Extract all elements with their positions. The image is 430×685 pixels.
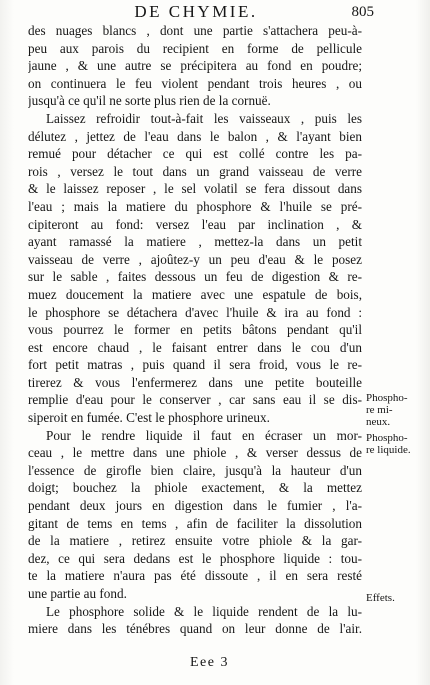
text-line: vous pourrez le former en petits bâtons pendant qu'il xyxy=(28,322,362,338)
text-line: gitant de tems en tems , afin de faciliter la dissolution xyxy=(28,515,362,531)
text-line: l'eau ; mais la matiere du phosphore & l'huile se pré- xyxy=(28,198,362,214)
margin-note-phosphore-liquide xyxy=(366,432,428,456)
signature-mark: Eee 3 xyxy=(190,655,229,670)
margin-note-line: Phospho- xyxy=(366,392,408,404)
text-line: remplie d'eau pour le conserver , car sans eau il se dis- xyxy=(28,392,362,408)
text-line: siperoit en fumée. C'est le phosphore urineux. xyxy=(28,410,270,426)
text-line: jusqu'à ce qu'il ne sorte plus rien de la cornuë. xyxy=(28,93,271,109)
text-line: on continuera le feu violent pendant trois heures , ou xyxy=(28,75,362,91)
margin-note-line: Effets. xyxy=(366,592,395,604)
text-line: dez, ce qui sera dedans est le phosphore liquide : tou- xyxy=(28,550,362,566)
text-line: rois , versez le tout dans un grand vaisseau de verre xyxy=(28,163,362,179)
text-line: sur le sable , faites dessous un feu de digestion & re- xyxy=(28,269,362,285)
text-line: remué pour détacher ce qui est collé contre les pa- xyxy=(28,146,362,162)
margin-note-effets xyxy=(366,592,428,604)
page-number: 805 xyxy=(351,4,374,20)
text-line: l'essence de girofle bien claire, jusqu'à la hauteur d'un xyxy=(28,462,362,478)
running-head: DE CHYMIE. xyxy=(134,2,258,21)
margin-note-line: re liquide. xyxy=(366,444,411,456)
text-line: des nuages blancs , dont une partie s'attachera peu-à- xyxy=(28,23,362,38)
text-line: vaisseau de verre , ajoûtez-y un peu d'eau & le posez xyxy=(28,251,362,267)
text-line: peu aux parois du recipient en forme de pellicule xyxy=(28,40,362,56)
text-line: Le phosphore solide & le liquide rendent de la lu- xyxy=(46,603,362,619)
text-line: de la matiere , retirez ensuite votre phiole & la gar- xyxy=(28,533,362,549)
text-line: ceau , le mettre dans une phiole , & verser dessus de xyxy=(28,445,362,461)
text-line: Laissez refroidir tout-à-fait les vaisseaux , puis les xyxy=(46,110,362,126)
text-line: Pour le rendre liquide il faut en écraser un mor- xyxy=(46,427,362,443)
text-line: pendant deux jours en digestion dans le fumier , l'a- xyxy=(28,498,362,514)
margin-note-line: Phospho- xyxy=(366,432,408,444)
text-line: fort petit matras , puis quand il sera froid, vous le re- xyxy=(28,357,362,373)
text-line: muez doucement la matiere avec une espatule de bois, xyxy=(28,286,362,302)
text-line: jaune , & une autre se précipitera au fond en poudre; xyxy=(28,58,362,74)
text-line: tirerez & vous l'enfermerez dans une petite bouteille xyxy=(28,374,362,390)
text-line: une partie au fond. xyxy=(28,586,127,601)
text-line: est encore chaud , le faisant entrer dans le cou d'un xyxy=(28,339,362,355)
text-line: te la matiere n'aura pas été dissoute , il en sera resté xyxy=(28,568,362,584)
text-line: cipiteront au fond: versez l'eau par inclination , & xyxy=(28,216,362,232)
text-line: ayant ramassé la matiere , mettez-la dans un petit xyxy=(28,234,362,250)
text-line: doigt; bouchez la phiole exactement, & la mettez xyxy=(28,480,362,496)
margin-note-line: neux. xyxy=(366,416,391,428)
body-text xyxy=(28,22,362,638)
page-header xyxy=(28,2,374,24)
text-line: le phosphore se détachera d'avec l'huile & ira au fond : xyxy=(28,304,362,320)
margin-note-phosphore-urineux xyxy=(366,392,428,428)
margin-note-line: re mi- xyxy=(366,404,393,416)
text-line: & le laissez reposer , le sel volatil se fera dissout dans xyxy=(28,181,362,197)
text-line: miere dans les ténébres quand on leur donne de l'air. xyxy=(28,621,362,637)
text-line: délutez , jettez de l'eau dans le balon , & l'ayant bien xyxy=(28,128,362,144)
